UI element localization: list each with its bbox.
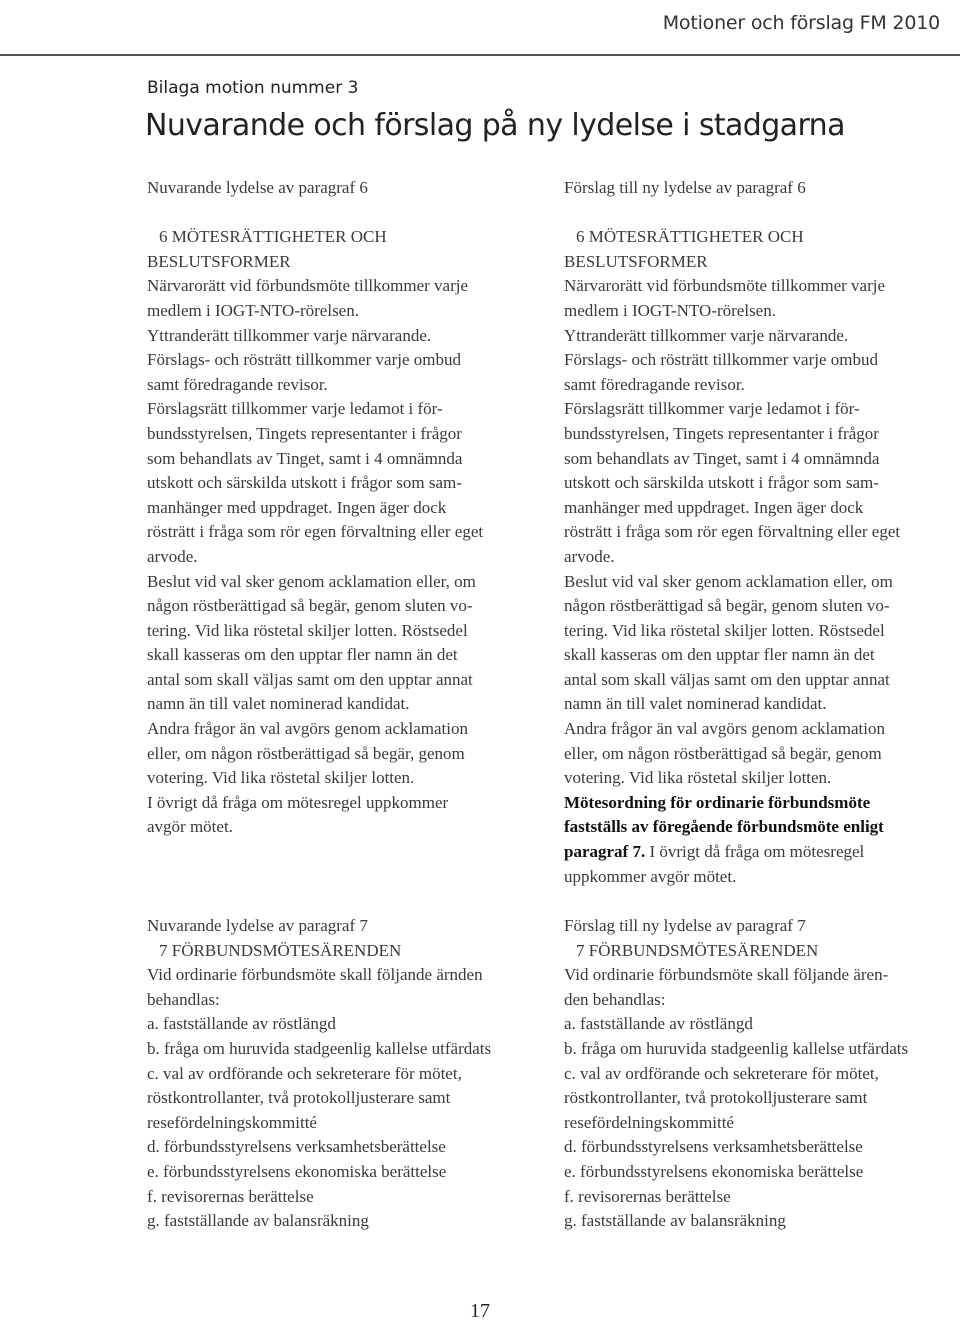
text-line: resefördelningskommitté — [147, 1112, 317, 1132]
text-line: a. fastställande av röstlängd — [564, 1014, 753, 1034]
text-line: BESLUTSFORMER — [147, 251, 291, 271]
text-line: votering. Vid lika röstetal skiljer lotten. — [147, 768, 415, 788]
plain-text: I övrigt då fråga om mötesregel — [645, 842, 865, 862]
text-line: I övrigt då fråga om mötesregel uppkommer — [147, 792, 449, 812]
text-line: g. fastställande av balansräkning — [147, 1211, 369, 1231]
text-line: Förslagsrätt tillkommer varje ledamot i för- — [147, 399, 443, 419]
text-line: röstkontrollanter, två protokolljusterare samt — [564, 1088, 868, 1108]
text-line: Närvarorätt vid förbundsmöte tillkommer varje — [147, 276, 469, 296]
text-line: resefördelningskommitté — [564, 1112, 734, 1132]
text-line: e. förbundsstyrelsens ekonomiska berättelse — [564, 1161, 864, 1181]
sec7-current-column — [147, 914, 547, 1234]
text-line: tering. Vid lika röstetal skiljer lotten. Röstsedel — [147, 620, 468, 640]
text-line: manhänger med uppdraget. Ingen äger dock — [147, 497, 447, 517]
text-line: e. förbundsstyrelsens ekonomiska berättelse — [147, 1161, 447, 1181]
sec7-current-heading: Nuvarande lydelse av paragraf 7 — [147, 916, 368, 935]
page-title: Nuvarande och förslag på ny lydelse i stadgarna — [145, 108, 845, 143]
text-line: c. val av ordförande och sekreterare för mötet, — [147, 1063, 462, 1083]
text-line: röstkontrollanter, två protokolljusterare samt — [147, 1088, 451, 1108]
bold-text: paragraf 7. — [564, 842, 646, 862]
text-line: bundsstyrelsen, Tingets representanter i frågor — [564, 423, 879, 443]
text-line: f. revisorernas berättelse — [564, 1186, 731, 1206]
text-line: Andra frågor än val avgörs genom acklamation — [564, 719, 885, 739]
text-line: Förslagsrätt tillkommer varje ledamot i för- — [564, 399, 860, 419]
text-line: som behandlats av Tinget, samt i 4 omnämnda — [147, 448, 463, 468]
sec6-proposed-heading: Förslag till ny lydelse av paragraf 6 — [564, 178, 806, 197]
text-line: § 7 FÖRBUNDSMÖTESÄRENDEN — [564, 939, 960, 964]
text-line: eller, om någon röstberättigad så begär, genom — [147, 743, 465, 763]
text-line: avgör mötet. — [147, 817, 233, 837]
sec6-current-column — [147, 176, 547, 840]
text-line: antal som skall väljas samt om den upptar annat — [564, 669, 890, 689]
text-line: bundsstyrelsen, Tingets representanter i frågor — [147, 423, 462, 443]
mixed-line — [564, 840, 960, 865]
bold-line: fastställs av föregående förbundsmöte enligt — [564, 817, 884, 837]
text-line: skall kasseras om den upptar fler namn än det — [147, 645, 458, 665]
text-line: d. förbundsstyrelsens verksamhetsberättelse — [564, 1137, 863, 1157]
text-line: manhänger med uppdraget. Ingen äger dock — [564, 497, 864, 517]
text-line: den behandlas: — [564, 989, 666, 1009]
sec6-proposed-column — [564, 176, 960, 889]
header-rule — [0, 54, 960, 56]
text-line: skall kasseras om den upptar fler namn än det — [564, 645, 875, 665]
text-line: Yttranderätt tillkommer varje närvarande. — [147, 325, 432, 345]
text-line: rösträtt i fråga som rör egen förvaltning eller eget — [564, 522, 901, 542]
text-line: rösträtt i fråga som rör egen förvaltning eller eget — [147, 522, 484, 542]
text-line: c. val av ordförande och sekreterare för mötet, — [564, 1063, 879, 1083]
text-line: f. revisorernas berättelse — [147, 1186, 314, 1206]
text-line: Vid ordinarie förbundsmöte skall följande ärnden — [147, 965, 483, 985]
text-line: någon röstberättigad så begär, genom sluten vo- — [147, 596, 473, 616]
text-line: medlem i IOGT-NTO-rörelsen. — [147, 300, 359, 320]
sec6-current-heading: Nuvarande lydelse av paragraf 6 — [147, 178, 368, 197]
text-line: BESLUTSFORMER — [564, 251, 708, 271]
text-line: arvode. — [147, 546, 198, 566]
text-line: Andra frågor än val avgörs genom acklamation — [147, 719, 468, 739]
text-line: samt föredragande revisor. — [564, 374, 745, 394]
text-line: utskott och särskilda utskott i frågor som sam- — [147, 473, 462, 493]
page-number: 17 — [470, 1300, 490, 1322]
text-line: behandlas: — [147, 989, 220, 1009]
text-line: Vid ordinarie förbundsmöte skall följande ären- — [564, 965, 889, 985]
text-line: Beslut vid val sker genom acklamation eller, om — [147, 571, 476, 591]
text-line: votering. Vid lika röstetal skiljer lotten. — [564, 768, 832, 788]
text-line: Närvarorätt vid förbundsmöte tillkommer varje — [564, 276, 886, 296]
text-line: som behandlats av Tinget, samt i 4 omnämnda — [564, 448, 880, 468]
text-line: någon röstberättigad så begär, genom sluten vo- — [564, 596, 890, 616]
text-line: g. fastställande av balansräkning — [564, 1211, 786, 1231]
text-line: eller, om någon röstberättigad så begär, genom — [564, 743, 882, 763]
bold-line: Mötesordning för ordinarie förbundsmöte — [564, 792, 871, 812]
text-line: arvode. — [564, 546, 615, 566]
text-line: § 6 MÖTESRÄTTIGHETER OCH — [147, 225, 547, 250]
text-line: Yttranderätt tillkommer varje närvarande. — [564, 325, 849, 345]
text-line: samt föredragande revisor. — [147, 374, 328, 394]
text-line: d. förbundsstyrelsens verksamhetsberättelse — [147, 1137, 446, 1157]
text-line: medlem i IOGT-NTO-rörelsen. — [564, 300, 776, 320]
text-line: namn än till valet nominerad kandidat. — [147, 694, 410, 714]
header-title: Motioner och förslag FM 2010 — [662, 12, 940, 34]
text-line: utskott och särskilda utskott i frågor som sam- — [564, 473, 879, 493]
text-line: Beslut vid val sker genom acklamation eller, om — [564, 571, 893, 591]
text-line: namn än till valet nominerad kandidat. — [564, 694, 827, 714]
bilaga-label: Bilaga motion nummer 3 — [147, 78, 359, 98]
sec7-proposed-column — [564, 914, 960, 1234]
text-line: uppkommer avgör mötet. — [564, 866, 737, 886]
text-line: § 6 MÖTESRÄTTIGHETER OCH — [564, 225, 960, 250]
text-line: a. fastställande av röstlängd — [147, 1014, 336, 1034]
text-line: antal som skall väljas samt om den upptar annat — [147, 669, 473, 689]
text-line: Förslags- och rösträtt tillkommer varje ombud — [147, 350, 461, 370]
text-line: Förslags- och rösträtt tillkommer varje ombud — [564, 350, 878, 370]
text-line: b. fråga om huruvida stadgeenlig kallelse utfärdats — [564, 1038, 909, 1058]
text-line: tering. Vid lika röstetal skiljer lotten. Röstsedel — [564, 620, 885, 640]
text-line: § 7 FÖRBUNDSMÖTESÄRENDEN — [147, 939, 547, 964]
sec7-proposed-heading: Förslag till ny lydelse av paragraf 7 — [564, 916, 806, 935]
text-line: b. fråga om huruvida stadgeenlig kallelse utfärdats — [147, 1038, 492, 1058]
